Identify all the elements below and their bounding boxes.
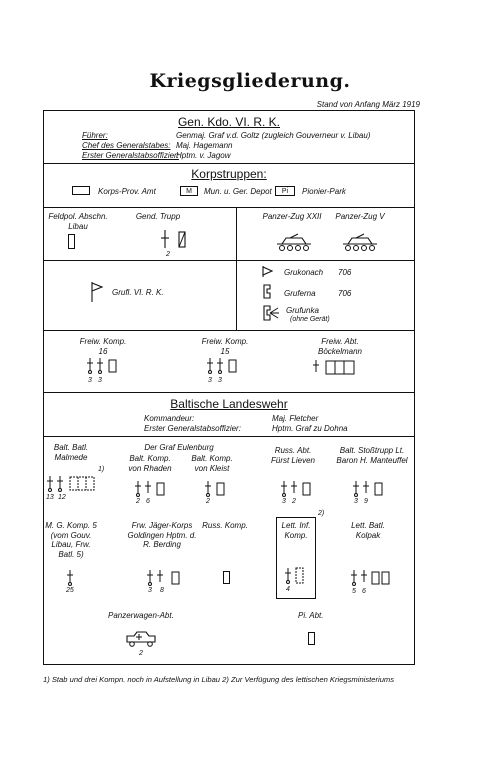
number: 12	[58, 494, 66, 501]
radio-symbol	[262, 304, 282, 324]
number: 6	[146, 498, 150, 505]
flag-icon	[262, 266, 276, 278]
number: 8	[160, 587, 164, 594]
legend-label: Mun. u. Ger. Depot	[204, 187, 272, 196]
balt-stosstrupp-label: Balt. Stoßtrupp Lt. Baron H. Manteuffel	[336, 446, 408, 465]
panzer-zug-v-label: Panzer-Zug V	[335, 212, 385, 221]
divider	[43, 330, 415, 331]
number: 9	[364, 498, 368, 505]
number: 4	[286, 586, 290, 593]
hq-value-chef: Maj. Hagemann	[176, 141, 233, 150]
number: 2	[139, 650, 143, 657]
legend-label: Korps-Prov. Amt	[98, 187, 156, 196]
freiw-komp-15-label: Freiw. Komp. 15	[201, 337, 249, 356]
signal-number: 706	[338, 268, 352, 277]
footnote-ref: 1)	[98, 466, 105, 473]
number: 3	[354, 498, 358, 505]
lw-value-ia: Hptm. Graf zu Dohna	[272, 424, 348, 433]
feldpol-symbol	[68, 234, 75, 249]
hq-name: Gen. Kdo. VI. R. K.	[177, 115, 281, 129]
hq-value-ia: Hptm. v. Jagow	[176, 151, 231, 160]
mun-depot-symbol: M	[180, 186, 198, 196]
balt-komp-rhaden-label: Balt. Komp. von Rhaden	[128, 454, 172, 473]
number: 6	[362, 588, 366, 595]
footnote-ref: 2)	[318, 510, 325, 517]
flag-icon	[90, 282, 110, 304]
pionier-park-symbol: Pi	[275, 186, 295, 196]
number: 3	[148, 587, 152, 594]
grufl-label: Grufl. VI. R. K.	[112, 288, 164, 297]
signal-number: 706	[338, 289, 352, 298]
footnote: 1) Stab und drei Kompn. noch in Aufstellung in Libau 2) Zur Verfügung des lettischen Kriegsministeriums	[43, 675, 395, 684]
lw-value-kommandeur: Maj. Fletcher	[272, 414, 319, 423]
lett-inf-komp-label: Lett. Inf. Komp.	[281, 521, 311, 540]
number: 25	[66, 587, 74, 594]
divider	[43, 392, 415, 393]
signal-name: Grufunka	[286, 306, 319, 315]
landeswehr-heading: Baltische Landeswehr	[170, 397, 288, 411]
jaeger-korps-label: Frw. Jäger-Korps Goldingen Hptm. d. R. Berding	[127, 521, 197, 549]
divider	[43, 260, 415, 261]
panzer-zug-xxii-label: Panzer-Zug XXII	[262, 212, 322, 221]
gend-number: 2	[166, 251, 170, 258]
status-date: Stand von Anfang März 1919	[316, 100, 420, 109]
hq-label-fuehrer: Führer:	[82, 131, 108, 140]
balt-batl-malmede-label: Balt. Batl. Malmede	[53, 443, 89, 462]
korpstruppen-heading: Korpstruppen:	[191, 167, 267, 181]
eulenburg-label: Der Graf Eulenburg	[144, 443, 214, 452]
page-title: Kriegsgliederung.	[149, 70, 351, 92]
lw-label-ia: Erster Generalstabsoffizier:	[144, 424, 241, 433]
russ-abt-lieven-label: Russ. Abt. Fürst Lieven	[270, 446, 316, 465]
panzerwagen-abt-label: Panzerwagen-Abt.	[108, 611, 174, 620]
panzer-zug-symbol	[274, 234, 314, 254]
gend-trupp-label: Gend. Trupp	[135, 212, 181, 221]
unit-symbol	[66, 570, 76, 586]
mg-komp-label: M. G. Komp. 5 (vom Gouv. Libau, Frw. Batl. 5)	[45, 521, 97, 559]
hq-label-ia: Erster Generalstabsoffizier:	[82, 151, 179, 160]
divider	[43, 163, 415, 164]
number: 2	[136, 498, 140, 505]
number: 3	[88, 377, 92, 384]
signal-name: Grukonach	[284, 268, 324, 277]
gend-trupp-symbol	[160, 230, 190, 260]
unit-symbol	[146, 570, 186, 590]
number: 3	[98, 377, 102, 384]
balt-komp-kleist-label: Balt. Komp. von Kleist	[191, 454, 233, 473]
unit-symbol	[284, 568, 308, 588]
number: 3	[218, 377, 222, 384]
divider	[236, 207, 237, 330]
unit-symbol	[308, 632, 315, 645]
panzer-zug-symbol	[340, 234, 380, 254]
feldpol-abschn-label: Feldpol. Abschn. Libau	[48, 212, 108, 231]
korps-prov-amt-symbol	[72, 186, 90, 195]
hq-value-fuehrer: Genmaj. Graf v.d. Goltz (zugleich Gouverneur v. Libau)	[176, 131, 371, 140]
number: 3	[282, 498, 286, 505]
signal-note: (ohne Gerät)	[290, 316, 330, 323]
number: 3	[208, 377, 212, 384]
unit-symbol	[223, 571, 230, 584]
signal-name: Gruferna	[284, 289, 316, 298]
legend-label: Pionier-Park	[302, 187, 346, 196]
number: 2	[206, 498, 210, 505]
unit-symbol	[86, 358, 126, 378]
telephone-symbol	[262, 284, 276, 300]
divider	[43, 436, 415, 437]
number: 13	[46, 494, 54, 501]
divider	[43, 207, 415, 208]
freiw-komp-16-label: Freiw. Komp. 16	[79, 337, 127, 356]
number: 2	[292, 498, 296, 505]
russ-komp-label: Russ. Komp.	[202, 521, 248, 530]
battalion-symbol	[46, 476, 106, 496]
armored-car-symbol	[124, 630, 158, 650]
lw-label-kommandeur: Kommandeur:	[144, 414, 195, 423]
battalion-symbol	[312, 360, 362, 378]
number: 5	[352, 588, 356, 595]
unit-symbol	[206, 358, 246, 378]
freiw-abt-boeckelmann-label: Freiw. Abt. Böckelmann	[317, 337, 363, 356]
lett-batl-kolpak-label: Lett. Batl. Kolpak	[351, 521, 385, 540]
battalion-symbol	[350, 570, 400, 590]
hq-label-chef: Chef des Generalstabes:	[82, 141, 171, 150]
pi-abt-label: Pi. Abt.	[298, 611, 324, 620]
